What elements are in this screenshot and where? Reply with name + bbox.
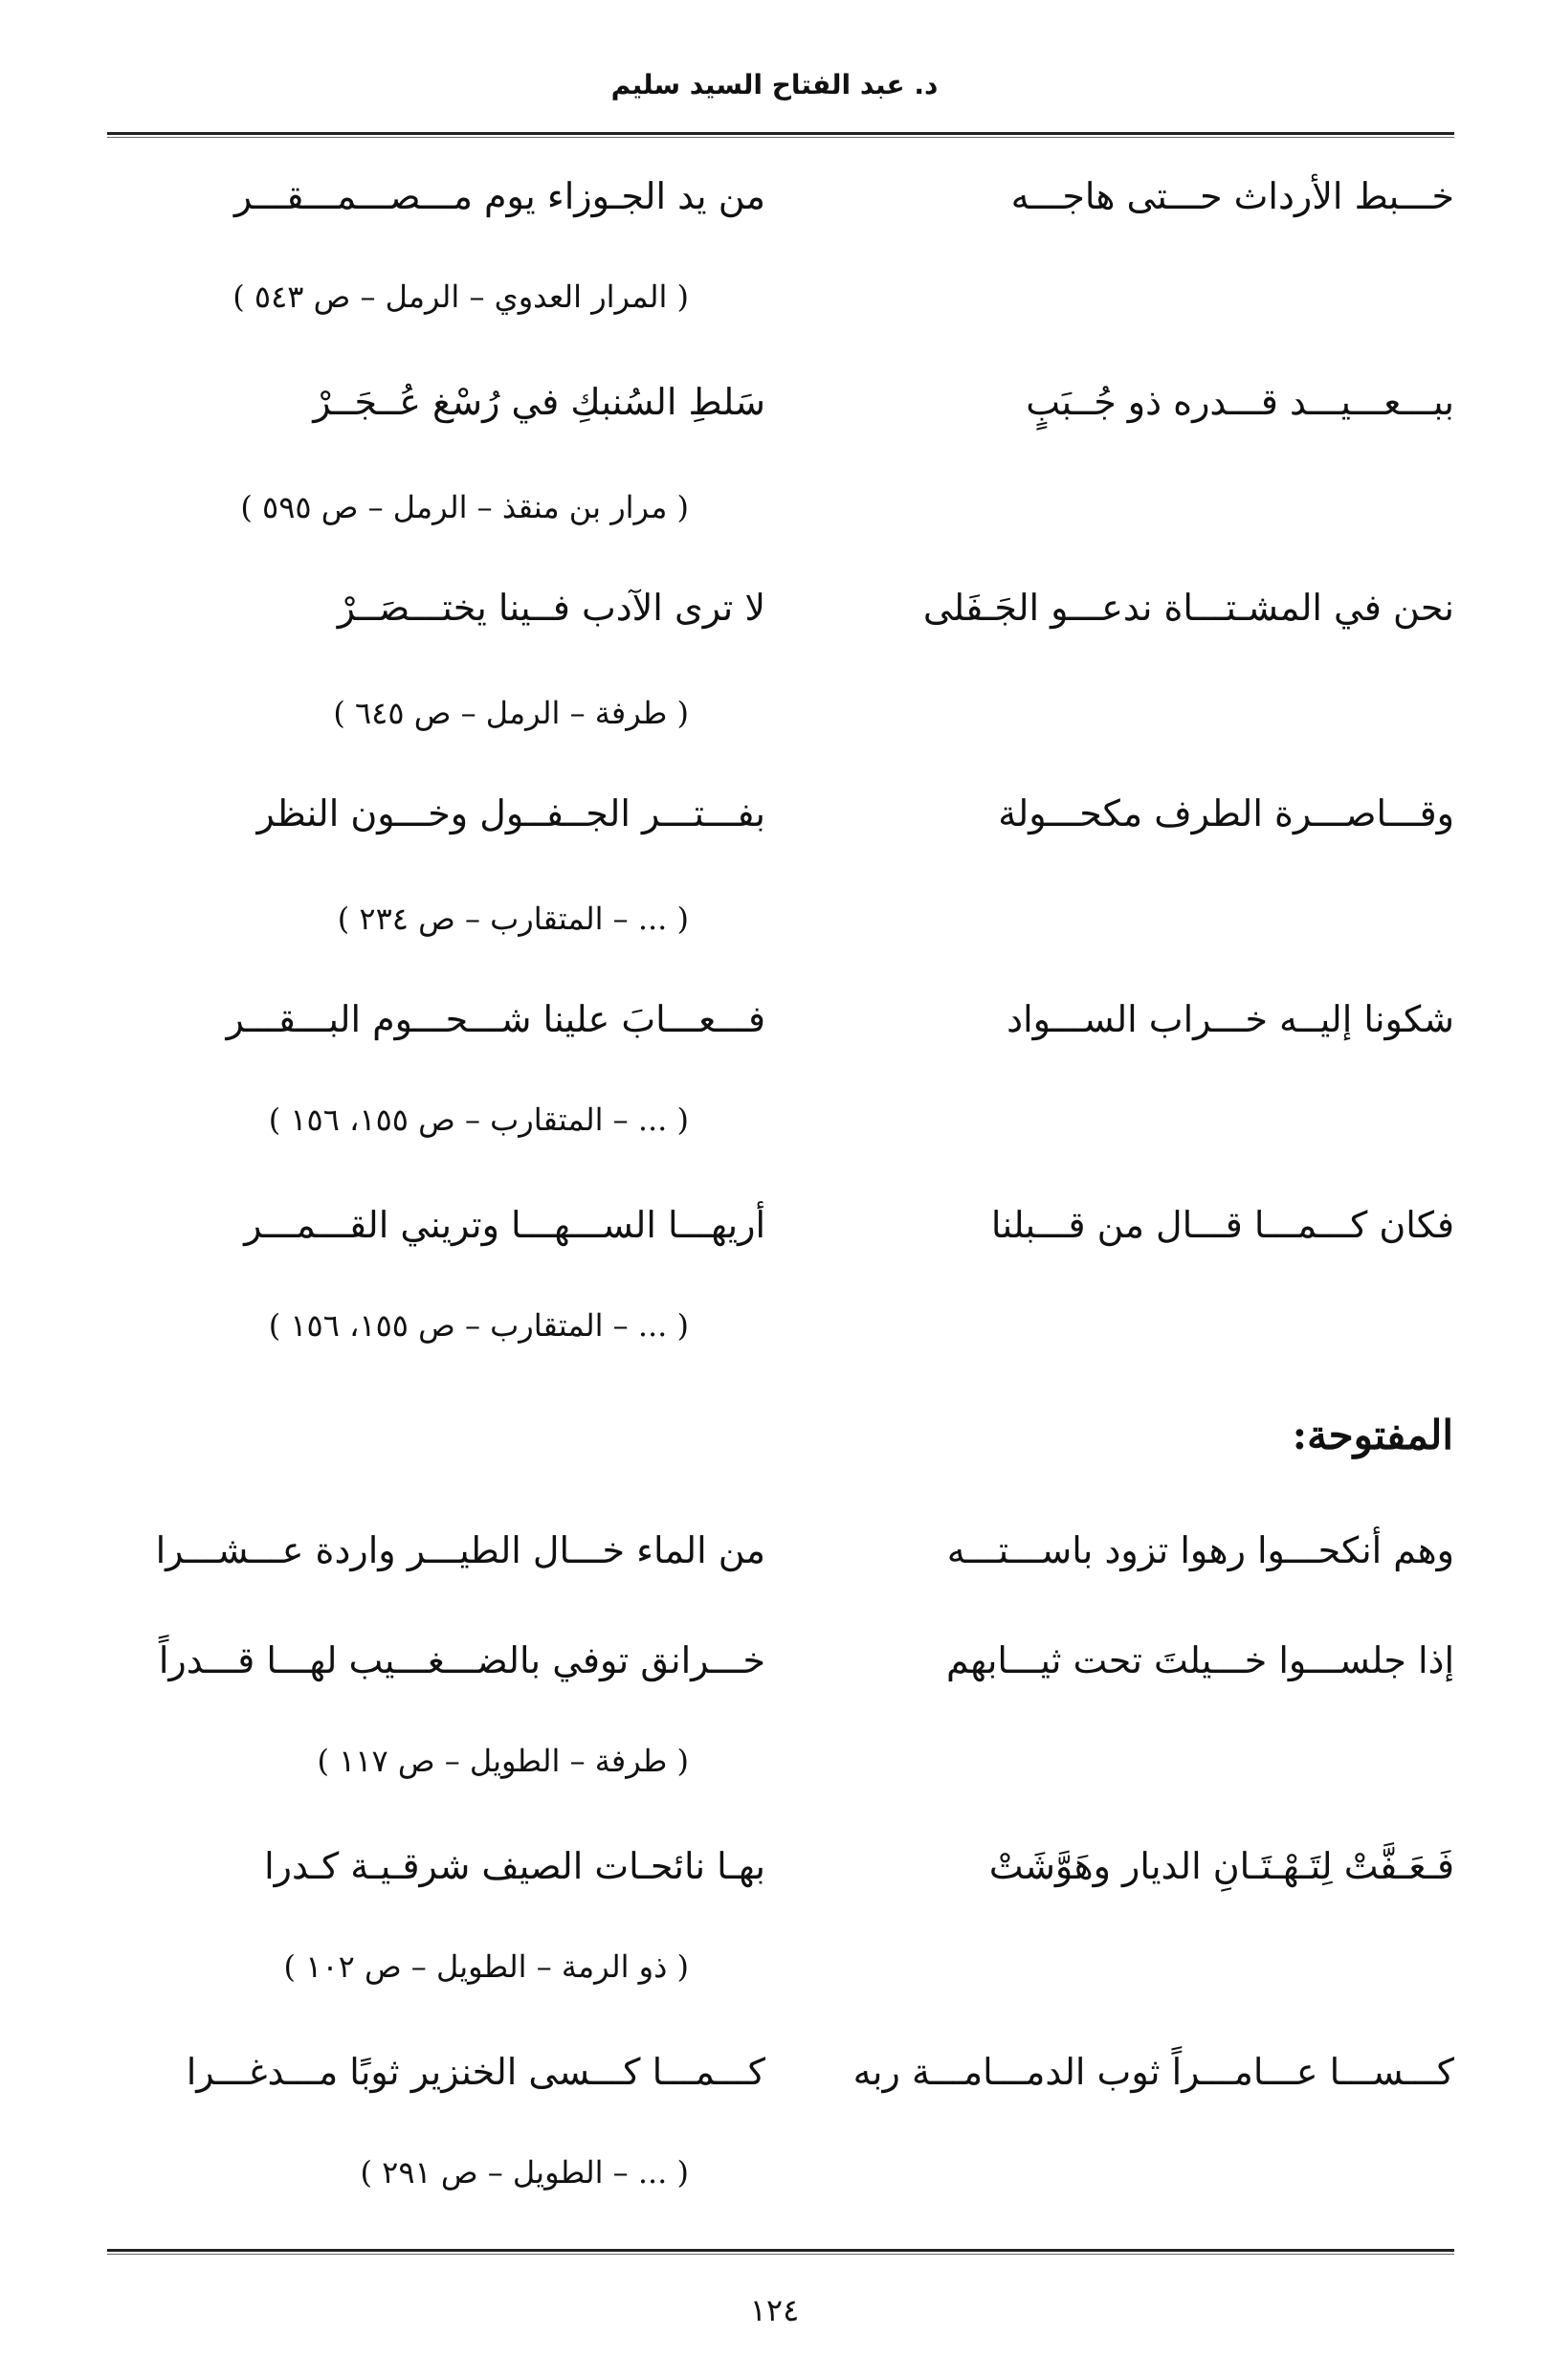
verse-source: ( ذو الرمة – الطويل – ص ١٠٢ ) (283, 1948, 689, 1985)
verse-second-hemistich: من يد الجـوزاء يوم مـــصـــمـــقـــر (233, 175, 765, 217)
verse-source: ( ... – المتقارب – ص ١٥٥، ١٥٦ ) (268, 1307, 689, 1344)
verse-row (96, 2034, 1454, 2110)
verse-second-hemistich: فـــعـــابَ علينا شـــحـــوم البـــقـــر (226, 998, 765, 1040)
verse-first-hemistich: خـــبط الأرداث حـــتى هاجـــه (1010, 175, 1454, 217)
verse-second-hemistich: كـــمـــا كـــسى الخنزير ثوبًا مـــدغـــرا (186, 2051, 765, 2093)
verse-source: ( ... – المتقارب – ص ٢٣٤ ) (337, 901, 689, 937)
verse-row (96, 1512, 1454, 1589)
verse-first-hemistich: نحن في المشـتـــاة ندعـــو الجَـفَلى (922, 587, 1454, 629)
verse-first-hemistich: وهم أنكحـــوا رهوا تزود باســـتـــه (946, 1529, 1454, 1571)
verse-second-hemistich: سَلطِ السُنبكِ في رُسْغ عُــجَــرْ (313, 381, 765, 423)
verse-source: ( المرار العدوي – الرمل – ص ٥٤٣ ) (232, 278, 689, 315)
verse-row (96, 1622, 1454, 1699)
verse-row (96, 981, 1454, 1057)
section-heading: المفتوحة: (1292, 1412, 1453, 1458)
verse-first-hemistich: ببـــعـــيـــد قـــدره ذو جُــبَبٍ (1026, 381, 1454, 423)
verse-source: ( ... – الطويل – ص ٢٩١ ) (360, 2154, 689, 2191)
verse-row (96, 364, 1454, 440)
verse-second-hemistich: لا ترى الآدب فــينا يختـــصَــرْ (337, 587, 765, 629)
header-rule (107, 132, 1454, 138)
verse-first-hemistich: فكان كـــمـــا قـــال من قـــبلنا (990, 1204, 1454, 1246)
page-number: ١٢٤ (749, 2292, 800, 2328)
verse-source: ( طرفة – الطويل – ص ١١٧ ) (317, 1743, 689, 1779)
verse-first-hemistich: وقـــاصـــرة الطرف مكحـــولة (998, 792, 1454, 834)
verse-source: ( طرفة – الرمل – ص ٦٤٥ ) (333, 695, 689, 731)
verse-row (96, 158, 1454, 234)
verse-second-hemistich: أريهـــا الســـهـــا وتريني القـــمـــر (244, 1204, 765, 1246)
verse-source: ( ... – المتقارب – ص ١٥٥، ١٥٦ ) (268, 1101, 689, 1138)
verse-source: ( مرار بن منقذ – الرمل – ص ٥٩٥ ) (240, 489, 689, 525)
verse-row (96, 569, 1454, 646)
verse-second-hemistich: من الماء خـــال الطيـــر واردة عـــشـــرا (155, 1529, 765, 1571)
running-head: د. عبد الفتاح السيد سليم (610, 69, 939, 100)
verse-row (96, 1828, 1454, 1904)
verse-row (96, 1187, 1454, 1263)
verse-first-hemistich: كـــســـا عـــامـــراً ثوب الدمـــامـــة ربه (852, 2051, 1454, 2093)
verse-row (96, 775, 1454, 852)
verse-first-hemistich: شكونا إليــه خـــراب الســـواد (1007, 998, 1454, 1040)
verse-second-hemistich: بهـا نائحـات الصيف شرقـيـة كـدرا (264, 1845, 765, 1887)
footer-rule (107, 2249, 1454, 2255)
verse-second-hemistich: بفـــتـــر الجــفــول وخـــون النظر (256, 792, 765, 834)
verse-first-hemistich: فَـعَـفَّتْ لِتَـهْـتَـانِ الديار وهَوَّشَتْ (988, 1845, 1454, 1887)
verse-first-hemistich: إذا جلســـوا خـــيلتَ تحت ثيـــابهم (946, 1639, 1454, 1681)
verse-second-hemistich: خـــرانق توفي بالضـــغـــيب لهـــا قـــدراً (158, 1639, 765, 1681)
